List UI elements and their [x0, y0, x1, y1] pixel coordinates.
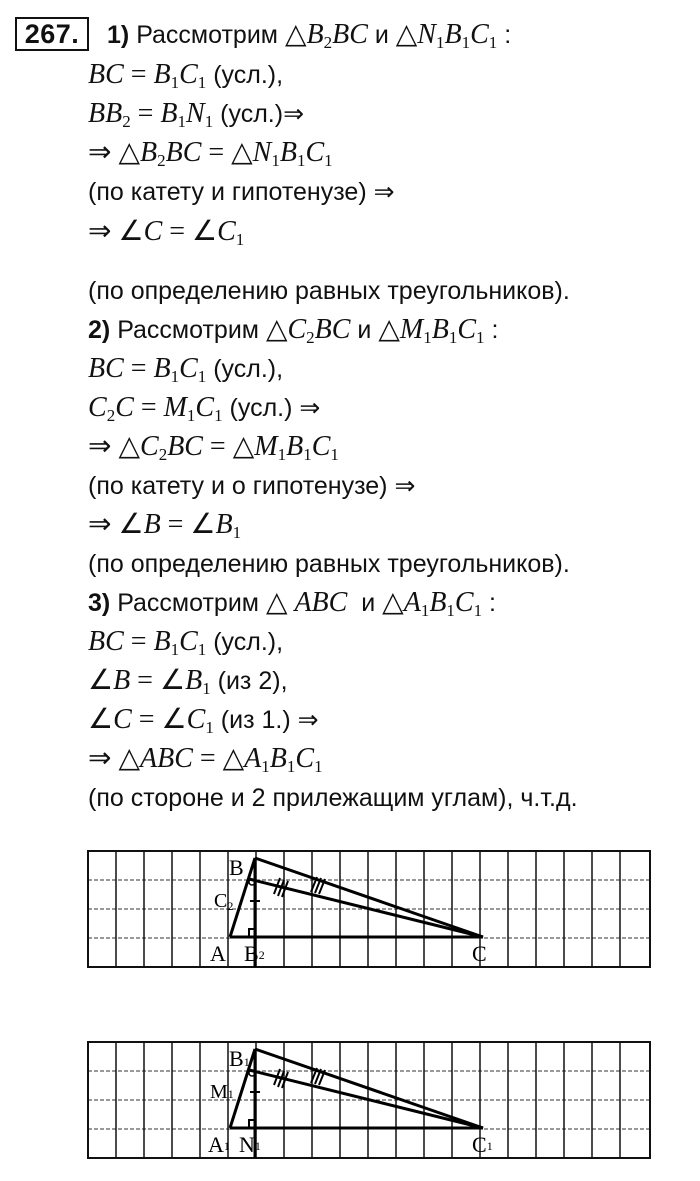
proof-line: ∠B = $\angle B_1$ (из 2),	[88, 665, 288, 698]
figure-triangle-abc	[86, 849, 656, 976]
proof-line: (по определению равных треугольников).	[88, 277, 570, 305]
proof-line: ⇒ ∠C = $\angle C_1$	[88, 216, 245, 249]
triangle-2-name: $N_1B_1C_1$	[417, 19, 498, 52]
proof-line: BC = $B_1C_1$ (усл.),	[88, 626, 284, 659]
proof-line: ⇒ ∠B = $\angle B_1$	[88, 509, 242, 542]
label-M1: M1	[210, 1081, 234, 1103]
part1-word: Рассмотрим	[136, 21, 278, 49]
label-N1: N1	[239, 1132, 261, 1157]
proof-line: (по катету и гипотенузе) ⇒	[88, 178, 395, 206]
grid-diagram-2	[86, 1040, 656, 1162]
proof-line: ∠C = $\angle C_1$ (из 1.) ⇒	[88, 704, 319, 737]
part1-label: 1)	[107, 21, 130, 49]
proof-line: ⇒ △ABC = $\triangle A_1B_1C_1$	[88, 743, 323, 776]
triangle-1-name: $B_2BC$	[306, 19, 368, 52]
figure-triangle-a1b1c1	[86, 1040, 656, 1167]
problem-number: 267.	[15, 17, 89, 51]
triangle-symbol: △	[284, 19, 307, 50]
proof-line: (по катету и о гипотенузе) ⇒	[88, 472, 416, 500]
label-A1: A1	[208, 1132, 230, 1157]
part1-heading: 1) Рассмотрим $\triangle B_2BC$ и $\triangle N_1B_1C_1$ :	[107, 19, 512, 52]
proof-line: BC = $B_1C_1$ (усл.),	[88, 353, 284, 386]
proof-line: (по определению равных треугольников).	[88, 550, 570, 578]
label-B1: B1	[229, 1046, 250, 1071]
label-A: A	[210, 941, 226, 966]
label-C1: C1	[472, 1132, 493, 1157]
label-B2: B2	[244, 941, 265, 966]
label-C: C	[472, 941, 487, 966]
proof-line: $BB_2 = B_1N_1$ (усл.)⇒	[88, 98, 305, 131]
label-B: B	[229, 855, 244, 880]
conj: и	[374, 21, 389, 49]
proof-line: ⇒ $\triangle B_2BC$ = $\triangle N_1B_1C_1$	[88, 137, 333, 170]
proof-line: (по стороне и 2 прилежащим углам), ч.т.д.	[88, 784, 578, 812]
part2-heading: 2) Рассмотрим $\triangle C_2BC$ и $\triangle M_1B_1C_1$ :	[88, 314, 499, 347]
proof-line: $C_2C = M_1C_1$ (усл.) ⇒	[88, 392, 321, 425]
label-C2: C2	[214, 890, 234, 913]
triangle-symbol: △	[395, 19, 418, 50]
proof-line: ⇒ $\triangle C_2BC$ = $\triangle M_1B_1C_1$	[88, 431, 339, 464]
grid-diagram-1	[86, 849, 656, 971]
part3-heading: 3) Рассмотрим △ ABC и $\triangle A_1B_1C_1$ :	[88, 587, 497, 620]
proof-line: BC = $B_1C_1$ (усл.),	[88, 59, 284, 92]
